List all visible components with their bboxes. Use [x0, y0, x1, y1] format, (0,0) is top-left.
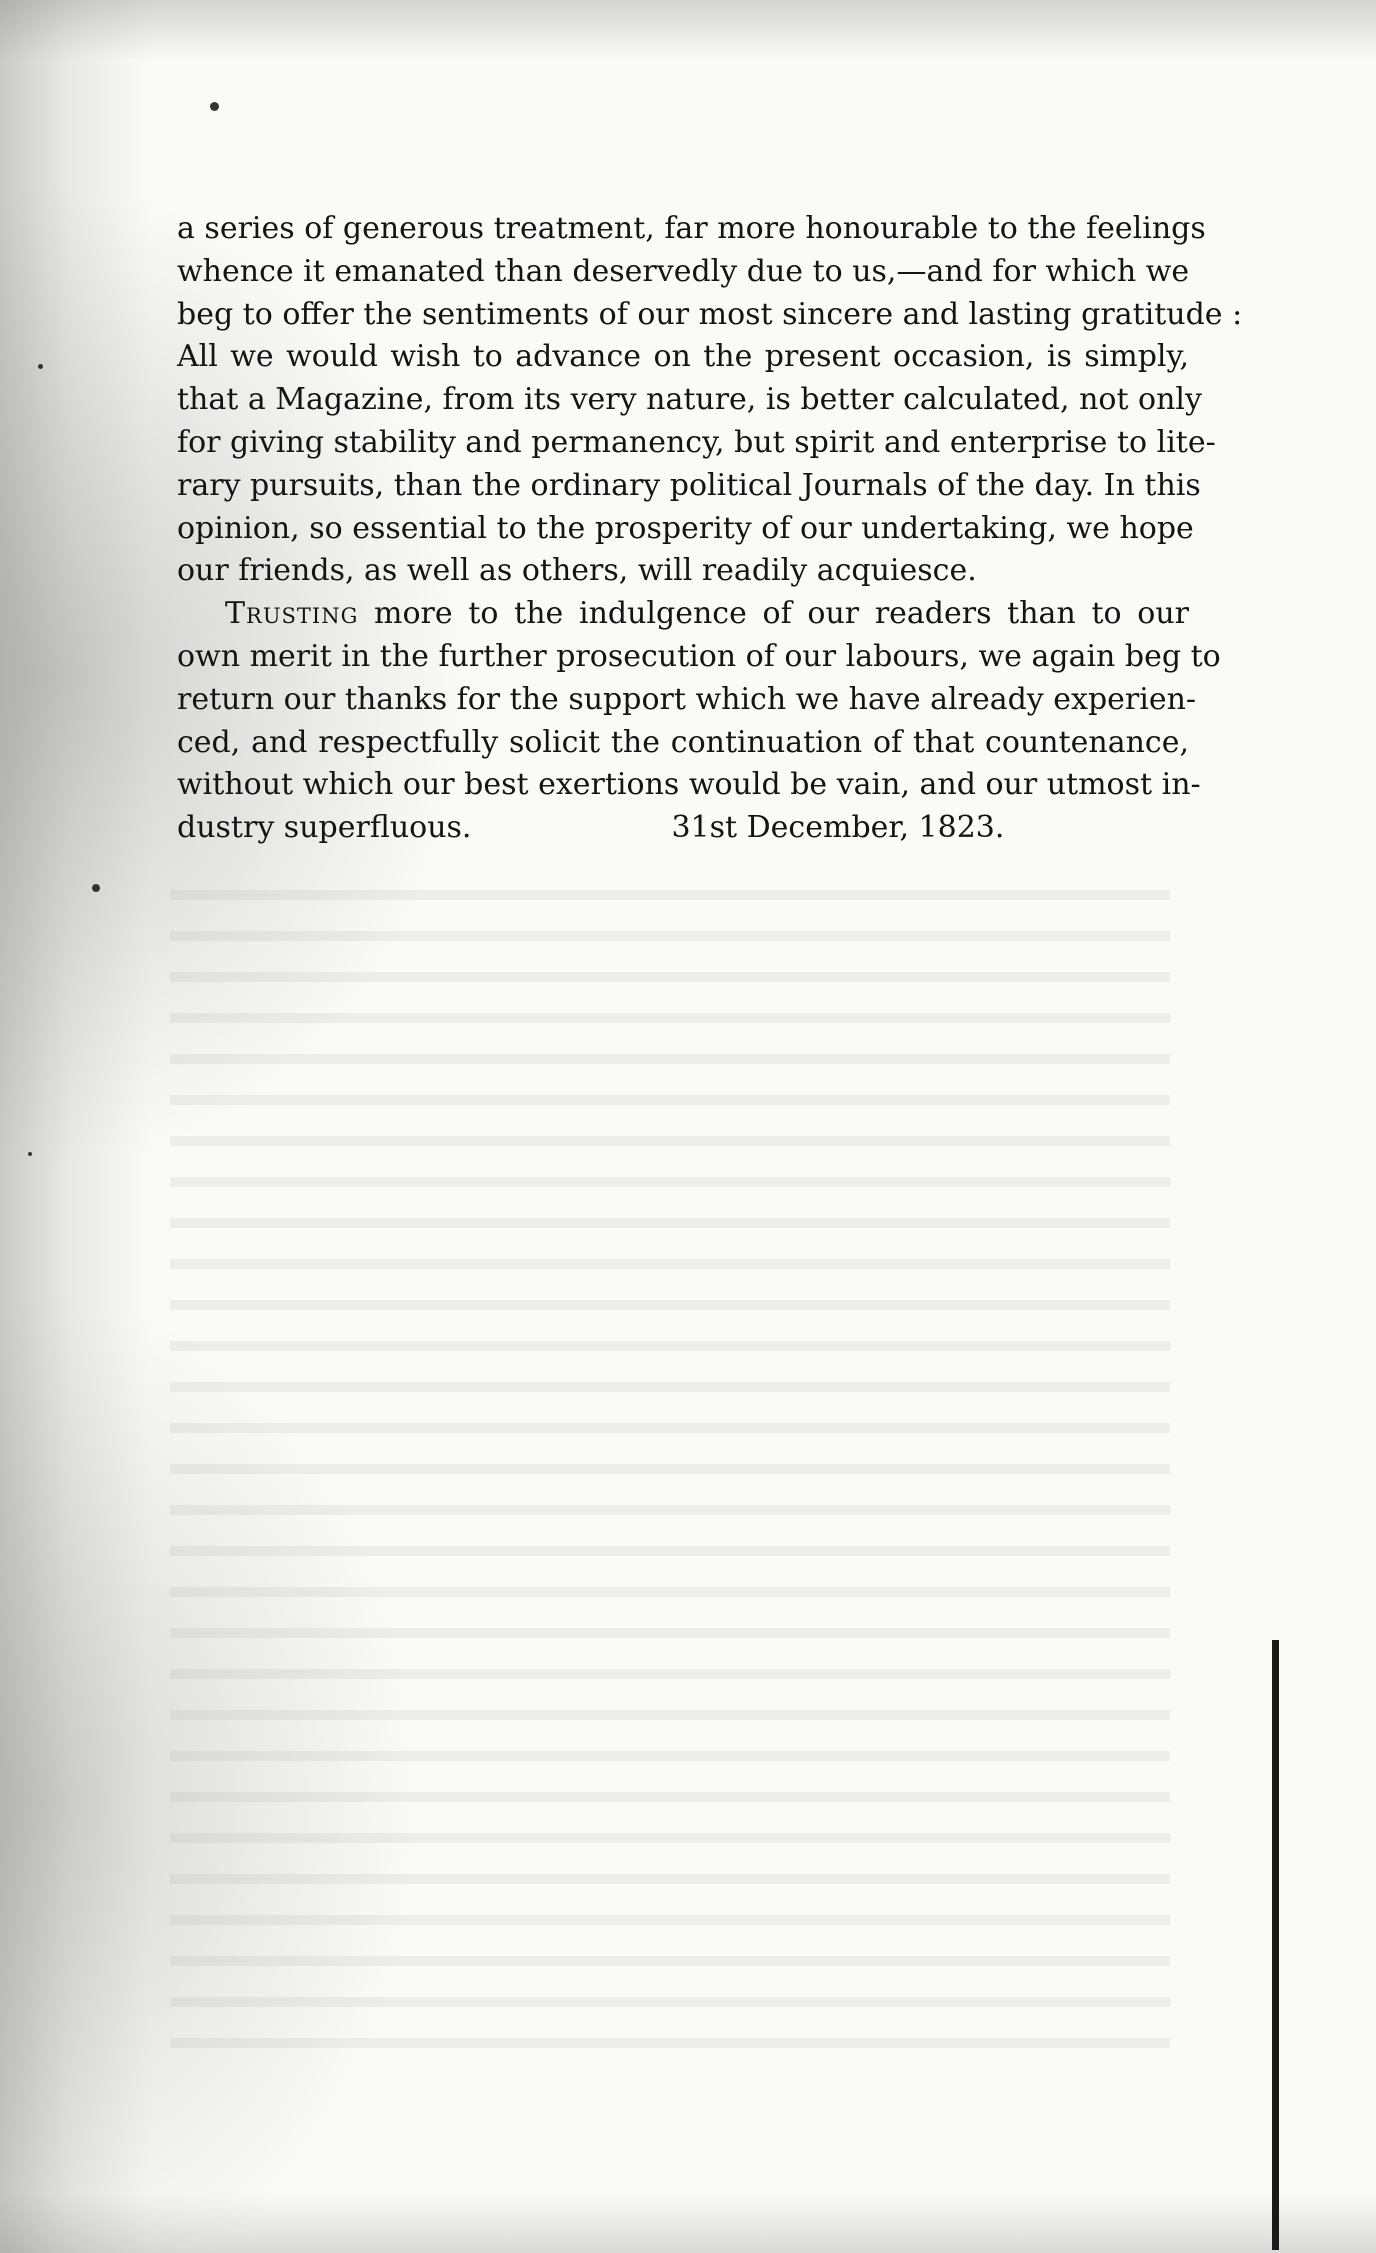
ink-speck	[210, 102, 219, 111]
text-line: ced, and respectfully solicit the continuation of that countenance,	[177, 724, 1189, 760]
text-line: that a Magazine, from its very nature, is better calculated, not only	[177, 382, 1202, 418]
date-line: 31st December, 1823.	[671, 810, 1005, 846]
text-line: rary pursuits, than the ordinary political Journals of the day. In this	[177, 467, 1201, 503]
body-text	[177, 208, 1243, 850]
lead-word: Trusting	[225, 596, 359, 632]
text-line: opinion, so essential to the prosperity of our undertaking, we hope	[177, 510, 1194, 546]
text-line	[177, 807, 1189, 850]
binding-edge-rule	[1272, 1640, 1279, 2250]
text-line: All we would wish to advance on the present occasion, is simply,	[177, 339, 1189, 375]
text-line	[177, 593, 1189, 636]
text-line: own merit in the further prosecution of our labours, we again beg to	[177, 638, 1221, 674]
paragraph-2	[177, 593, 1221, 850]
text-line: without which our best exertions would be vain, and our utmost in-	[177, 767, 1201, 803]
closing-words: dustry superfluous.	[177, 810, 472, 846]
text-line: for giving stability and permanency, but spirit and enterprise to lite-	[177, 424, 1216, 460]
text-line: a series of generous treatment, far more honourable to the feelings	[177, 211, 1206, 246]
text-line: beg to offer the sentiments of our most sincere and lasting gratitude :	[177, 296, 1243, 332]
ink-speck	[28, 1152, 32, 1156]
show-through-text	[170, 870, 1170, 2070]
text-line-rest: more to the indulgence of our readers than to our	[358, 596, 1189, 632]
text-line: whence it emanated than deservedly due to us,—and for which we	[177, 253, 1190, 289]
paragraph-1	[177, 208, 1243, 593]
text-line: return our thanks for the support which we have already experien-	[177, 681, 1197, 717]
text-line: our friends, as well as others, will readily acquiesce.	[177, 553, 977, 589]
ink-speck	[92, 884, 100, 892]
ink-speck	[38, 364, 43, 369]
